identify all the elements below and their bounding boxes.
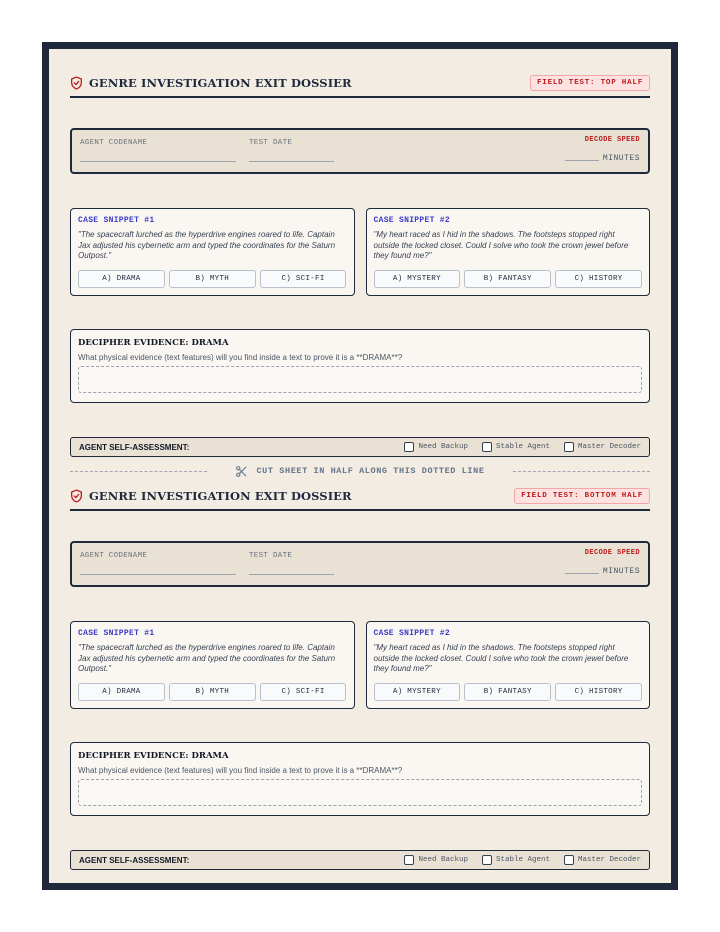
- self-assessment-options: [404, 442, 641, 452]
- minutes-group: [565, 154, 640, 163]
- cut-line-text: CUT SHEET IN HALF ALONG THIS DOTTED LINE: [256, 466, 485, 476]
- dossier-title: GENRE INVESTIGATION EXIT DOSSIER: [89, 488, 352, 503]
- agent-info-box: [70, 541, 650, 587]
- snippet-options: [374, 683, 643, 701]
- evidence-answer-field[interactable]: [78, 366, 642, 393]
- decode-speed-label: DECODE SPEED: [584, 136, 640, 144]
- minutes-label: MINUTES: [602, 154, 640, 163]
- decipher-evidence-box: [70, 742, 650, 816]
- option-b[interactable]: B) MYTH: [169, 683, 256, 701]
- checkbox[interactable]: [482, 855, 492, 865]
- checkbox[interactable]: [564, 442, 574, 452]
- decode-speed-label: DECODE SPEED: [584, 549, 640, 557]
- cut-instructions: [207, 465, 512, 478]
- minutes-field[interactable]: [565, 160, 599, 161]
- scissors-icon: [235, 465, 248, 478]
- stable-agent-option[interactable]: [482, 442, 550, 452]
- option-label: Need Backup: [418, 443, 468, 451]
- self-assessment-options: [404, 855, 641, 865]
- minutes-field[interactable]: [565, 573, 599, 574]
- master-decoder-option[interactable]: [564, 855, 641, 865]
- case-snippets: [70, 208, 650, 296]
- minutes-label: MINUTES: [602, 567, 640, 576]
- evidence-title: DECIPHER EVIDENCE: DRAMA: [78, 751, 229, 761]
- snippet-title: CASE SNIPPET #2: [373, 216, 451, 225]
- dossier-header: [70, 484, 650, 511]
- option-b[interactable]: B) FANTASY: [464, 683, 551, 701]
- need-backup-option[interactable]: [404, 855, 468, 865]
- agent-codename-field[interactable]: [80, 574, 236, 575]
- snippet-title: CASE SNIPPET #2: [373, 629, 451, 638]
- self-assessment-label: AGENT SELF-ASSESSMENT:: [79, 442, 190, 452]
- test-date-field[interactable]: [249, 574, 334, 575]
- case-snippet-1: [70, 621, 355, 709]
- self-assessment-bar: [70, 437, 650, 457]
- option-label: Stable Agent: [495, 856, 550, 864]
- test-date-field[interactable]: [249, 161, 334, 162]
- option-c[interactable]: C) HISTORY: [555, 270, 642, 288]
- snippet-text: "The spacecraft lurched as the hyperdrive engines roared to life. Captain Jax adjusted his cybernetic arm and typed the coordinates for the Saturn Outpost.": [78, 230, 336, 260]
- checkbox[interactable]: [482, 442, 492, 452]
- checkbox[interactable]: [404, 855, 414, 865]
- snippet-options: [78, 683, 347, 701]
- option-c[interactable]: C) SCI-FI: [260, 270, 347, 288]
- cut-dash-right: [513, 471, 650, 472]
- case-snippet-1: [70, 208, 355, 296]
- evidence-question: What physical evidence (text features) will you find inside a text to prove it is a **DRAMA**?: [78, 353, 403, 362]
- option-c[interactable]: C) SCI-FI: [260, 683, 347, 701]
- self-assessment-label: AGENT SELF-ASSESSMENT:: [79, 855, 190, 865]
- need-backup-option[interactable]: [404, 442, 468, 452]
- snippet-title: CASE SNIPPET #1: [78, 629, 155, 638]
- field-test-badge: FIELD TEST: BOTTOM HALF: [514, 488, 650, 504]
- minutes-group: [565, 567, 640, 576]
- option-c[interactable]: C) HISTORY: [555, 683, 642, 701]
- master-decoder-option[interactable]: [564, 442, 641, 452]
- header-title-group: [70, 489, 352, 503]
- header-title-group: [70, 76, 352, 90]
- snippet-options: [78, 270, 347, 288]
- snippet-title: CASE SNIPPET #1: [78, 216, 155, 225]
- option-label: Master Decoder: [577, 856, 641, 864]
- agent-codename-field[interactable]: [80, 161, 236, 162]
- shield-check-icon: [70, 76, 83, 90]
- field-test-badge: FIELD TEST: TOP HALF: [530, 75, 650, 91]
- checkbox[interactable]: [564, 855, 574, 865]
- dossier-header: [70, 71, 650, 98]
- worksheet: [49, 49, 671, 883]
- snippet-text: "My heart raced as I hid in the shadows. The footsteps stopped right outside the locked closet. Could I solve who took the crown jewel before they found me?": [373, 643, 629, 673]
- cut-line: [70, 464, 650, 478]
- page-frame: [42, 42, 678, 890]
- case-snippet-2: [366, 208, 651, 296]
- snippet-options: [374, 270, 643, 288]
- option-b[interactable]: B) FANTASY: [464, 270, 551, 288]
- snippet-text: "My heart raced as I hid in the shadows. The footsteps stopped right outside the locked closet. Could I solve who took the crown jewel before they found me?": [373, 230, 629, 260]
- option-label: Need Backup: [418, 856, 468, 864]
- shield-check-icon: [70, 489, 83, 503]
- option-a[interactable]: A) DRAMA: [78, 683, 165, 701]
- option-a[interactable]: A) MYSTERY: [374, 270, 461, 288]
- evidence-question: What physical evidence (text features) will you find inside a text to prove it is a **DRAMA**?: [78, 766, 403, 775]
- snippet-text: "The spacecraft lurched as the hyperdrive engines roared to life. Captain Jax adjusted his cybernetic arm and typed the coordinates for the Saturn Outpost.": [78, 643, 336, 673]
- case-snippet-2: [366, 621, 651, 709]
- dossier-top-half: [70, 71, 650, 457]
- test-date-label: TEST DATE: [249, 139, 293, 147]
- self-assessment-bar: [70, 850, 650, 870]
- option-label: Master Decoder: [577, 443, 641, 451]
- stable-agent-option[interactable]: [482, 855, 550, 865]
- evidence-answer-field[interactable]: [78, 779, 642, 806]
- case-snippets: [70, 621, 650, 709]
- checkbox[interactable]: [404, 442, 414, 452]
- test-date-label: TEST DATE: [249, 552, 293, 560]
- option-a[interactable]: A) DRAMA: [78, 270, 165, 288]
- option-a[interactable]: A) MYSTERY: [374, 683, 461, 701]
- dossier-bottom-half: [70, 484, 650, 870]
- agent-codename-label: AGENT CODENAME: [80, 552, 148, 560]
- option-label: Stable Agent: [495, 443, 550, 451]
- dossier-title: GENRE INVESTIGATION EXIT DOSSIER: [89, 75, 352, 90]
- agent-codename-label: AGENT CODENAME: [80, 139, 148, 147]
- option-b[interactable]: B) MYTH: [169, 270, 256, 288]
- agent-info-box: [70, 128, 650, 174]
- evidence-title: DECIPHER EVIDENCE: DRAMA: [78, 338, 229, 348]
- decipher-evidence-box: [70, 329, 650, 403]
- cut-dash-left: [70, 471, 207, 472]
